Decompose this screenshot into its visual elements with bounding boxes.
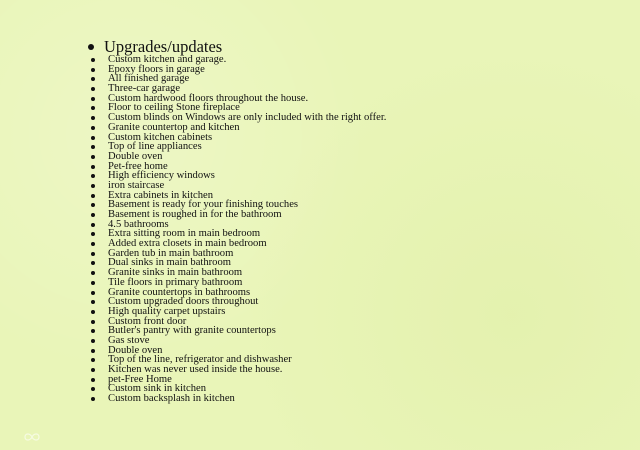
bullet-icon <box>91 58 95 62</box>
bullet-icon <box>91 126 95 130</box>
list-item-text: Added extra closets in main bedroom <box>108 238 267 250</box>
bullet-icon <box>91 203 95 207</box>
bullet-icon <box>91 223 95 227</box>
infinity-watermark-icon <box>18 430 46 444</box>
bullet-icon <box>91 300 95 304</box>
list-item-text: Custom blinds on Windows are only included with the right offer. <box>108 112 387 124</box>
list-item-text: Garden tub in main bathroom <box>108 247 234 259</box>
list-item-text: Custom sink in kitchen <box>108 383 206 395</box>
list-item-text: Kitchen was never used inside the house. <box>108 364 283 375</box>
heading-text: Upgrades/updates <box>104 37 223 56</box>
bullet-icon <box>91 145 95 149</box>
list-item-text: Floor to ceiling Stone fireplace <box>108 102 240 114</box>
list-item-text: Top of line appliances <box>108 141 202 153</box>
list-item-text: Tile floors in primary bathroom <box>108 276 243 288</box>
list-item-text: pet-Free Home <box>108 373 172 385</box>
list-item-text: iron staircase <box>108 179 165 191</box>
bullet-icon <box>91 368 95 372</box>
bullet-icon <box>91 310 95 314</box>
bullet-icon <box>91 329 95 333</box>
bullet-icon <box>91 232 95 236</box>
list-item-text: Granite countertops in bathrooms <box>108 286 251 298</box>
list-item-text: Custom backsplash in kitchen <box>108 393 235 405</box>
bullet-icon <box>91 155 95 159</box>
bullet-icon <box>91 184 95 188</box>
bullet-icon <box>91 397 95 401</box>
list-item-text: Custom kitchen cabinets <box>108 131 213 143</box>
list-item-text: Double oven <box>108 344 163 356</box>
list-item-text: Butler's pantry with granite countertops <box>108 325 276 337</box>
list-item-text: Top of the line, refrigerator and dishwasher <box>108 354 292 366</box>
bullet-icon <box>91 339 95 343</box>
list-item-text: Custom hardwood floors throughout the house. <box>108 92 309 104</box>
bullet-icon <box>91 271 95 275</box>
list-item-text: Epoxy floors in garage <box>108 63 205 75</box>
list-item-text: Custom kitchen and garage. <box>108 54 227 65</box>
bullet-icon <box>91 87 95 91</box>
heading-bullet-icon <box>88 44 94 50</box>
bullet-icon <box>91 242 95 246</box>
list-item-text: Extra cabinets in kitchen <box>108 189 214 201</box>
list-item-text: Double oven <box>108 150 163 162</box>
list-item-text: Three-car garage <box>108 83 181 95</box>
bullet-icon <box>91 291 95 295</box>
bullet-icon <box>91 358 95 362</box>
bullet-icon <box>91 349 95 353</box>
bullet-icon <box>91 252 95 256</box>
list-item-text: All finished garage <box>108 73 190 85</box>
list-item-text: Custom front door <box>108 315 187 327</box>
bullet-icon <box>91 378 95 382</box>
bullet-icon <box>91 194 95 198</box>
bullet-icon <box>91 136 95 140</box>
list-item-text: Pet-free home <box>108 160 168 172</box>
bullet-icon <box>91 165 95 169</box>
bullet-icon <box>91 261 95 265</box>
bullet-icon <box>91 174 95 178</box>
upgrades-list <box>91 55 386 404</box>
list-item-text: Granite sinks in main bathroom <box>108 267 243 279</box>
list-item <box>91 394 386 404</box>
list-item-text: 4.5 bathrooms <box>108 218 169 230</box>
list-item-text: Basement is ready for your finishing touches <box>108 199 299 211</box>
list-item-text: High quality carpet upstairs <box>108 305 226 317</box>
list-item-text: Basement is roughed in for the bathroom <box>108 209 282 220</box>
bullet-icon <box>91 281 95 285</box>
list-item-text: Granite countertop and kitchen <box>108 121 240 133</box>
bullet-icon <box>91 106 95 110</box>
list-item-text: Gas stove <box>108 334 150 346</box>
list-item-text: High efficiency windows <box>108 170 215 182</box>
list-item-text: Extra sitting room in main bedroom <box>108 228 261 240</box>
bullet-icon <box>91 213 95 217</box>
bullet-icon <box>91 77 95 81</box>
bullet-icon <box>91 320 95 324</box>
bullet-icon <box>91 387 95 391</box>
bullet-icon <box>91 68 95 72</box>
list-item-text: Custom upgraded doors throughout <box>108 296 259 308</box>
bullet-icon <box>91 116 95 120</box>
list-item-text: Dual sinks in main bathroom <box>108 257 231 269</box>
bullet-icon <box>91 97 95 101</box>
